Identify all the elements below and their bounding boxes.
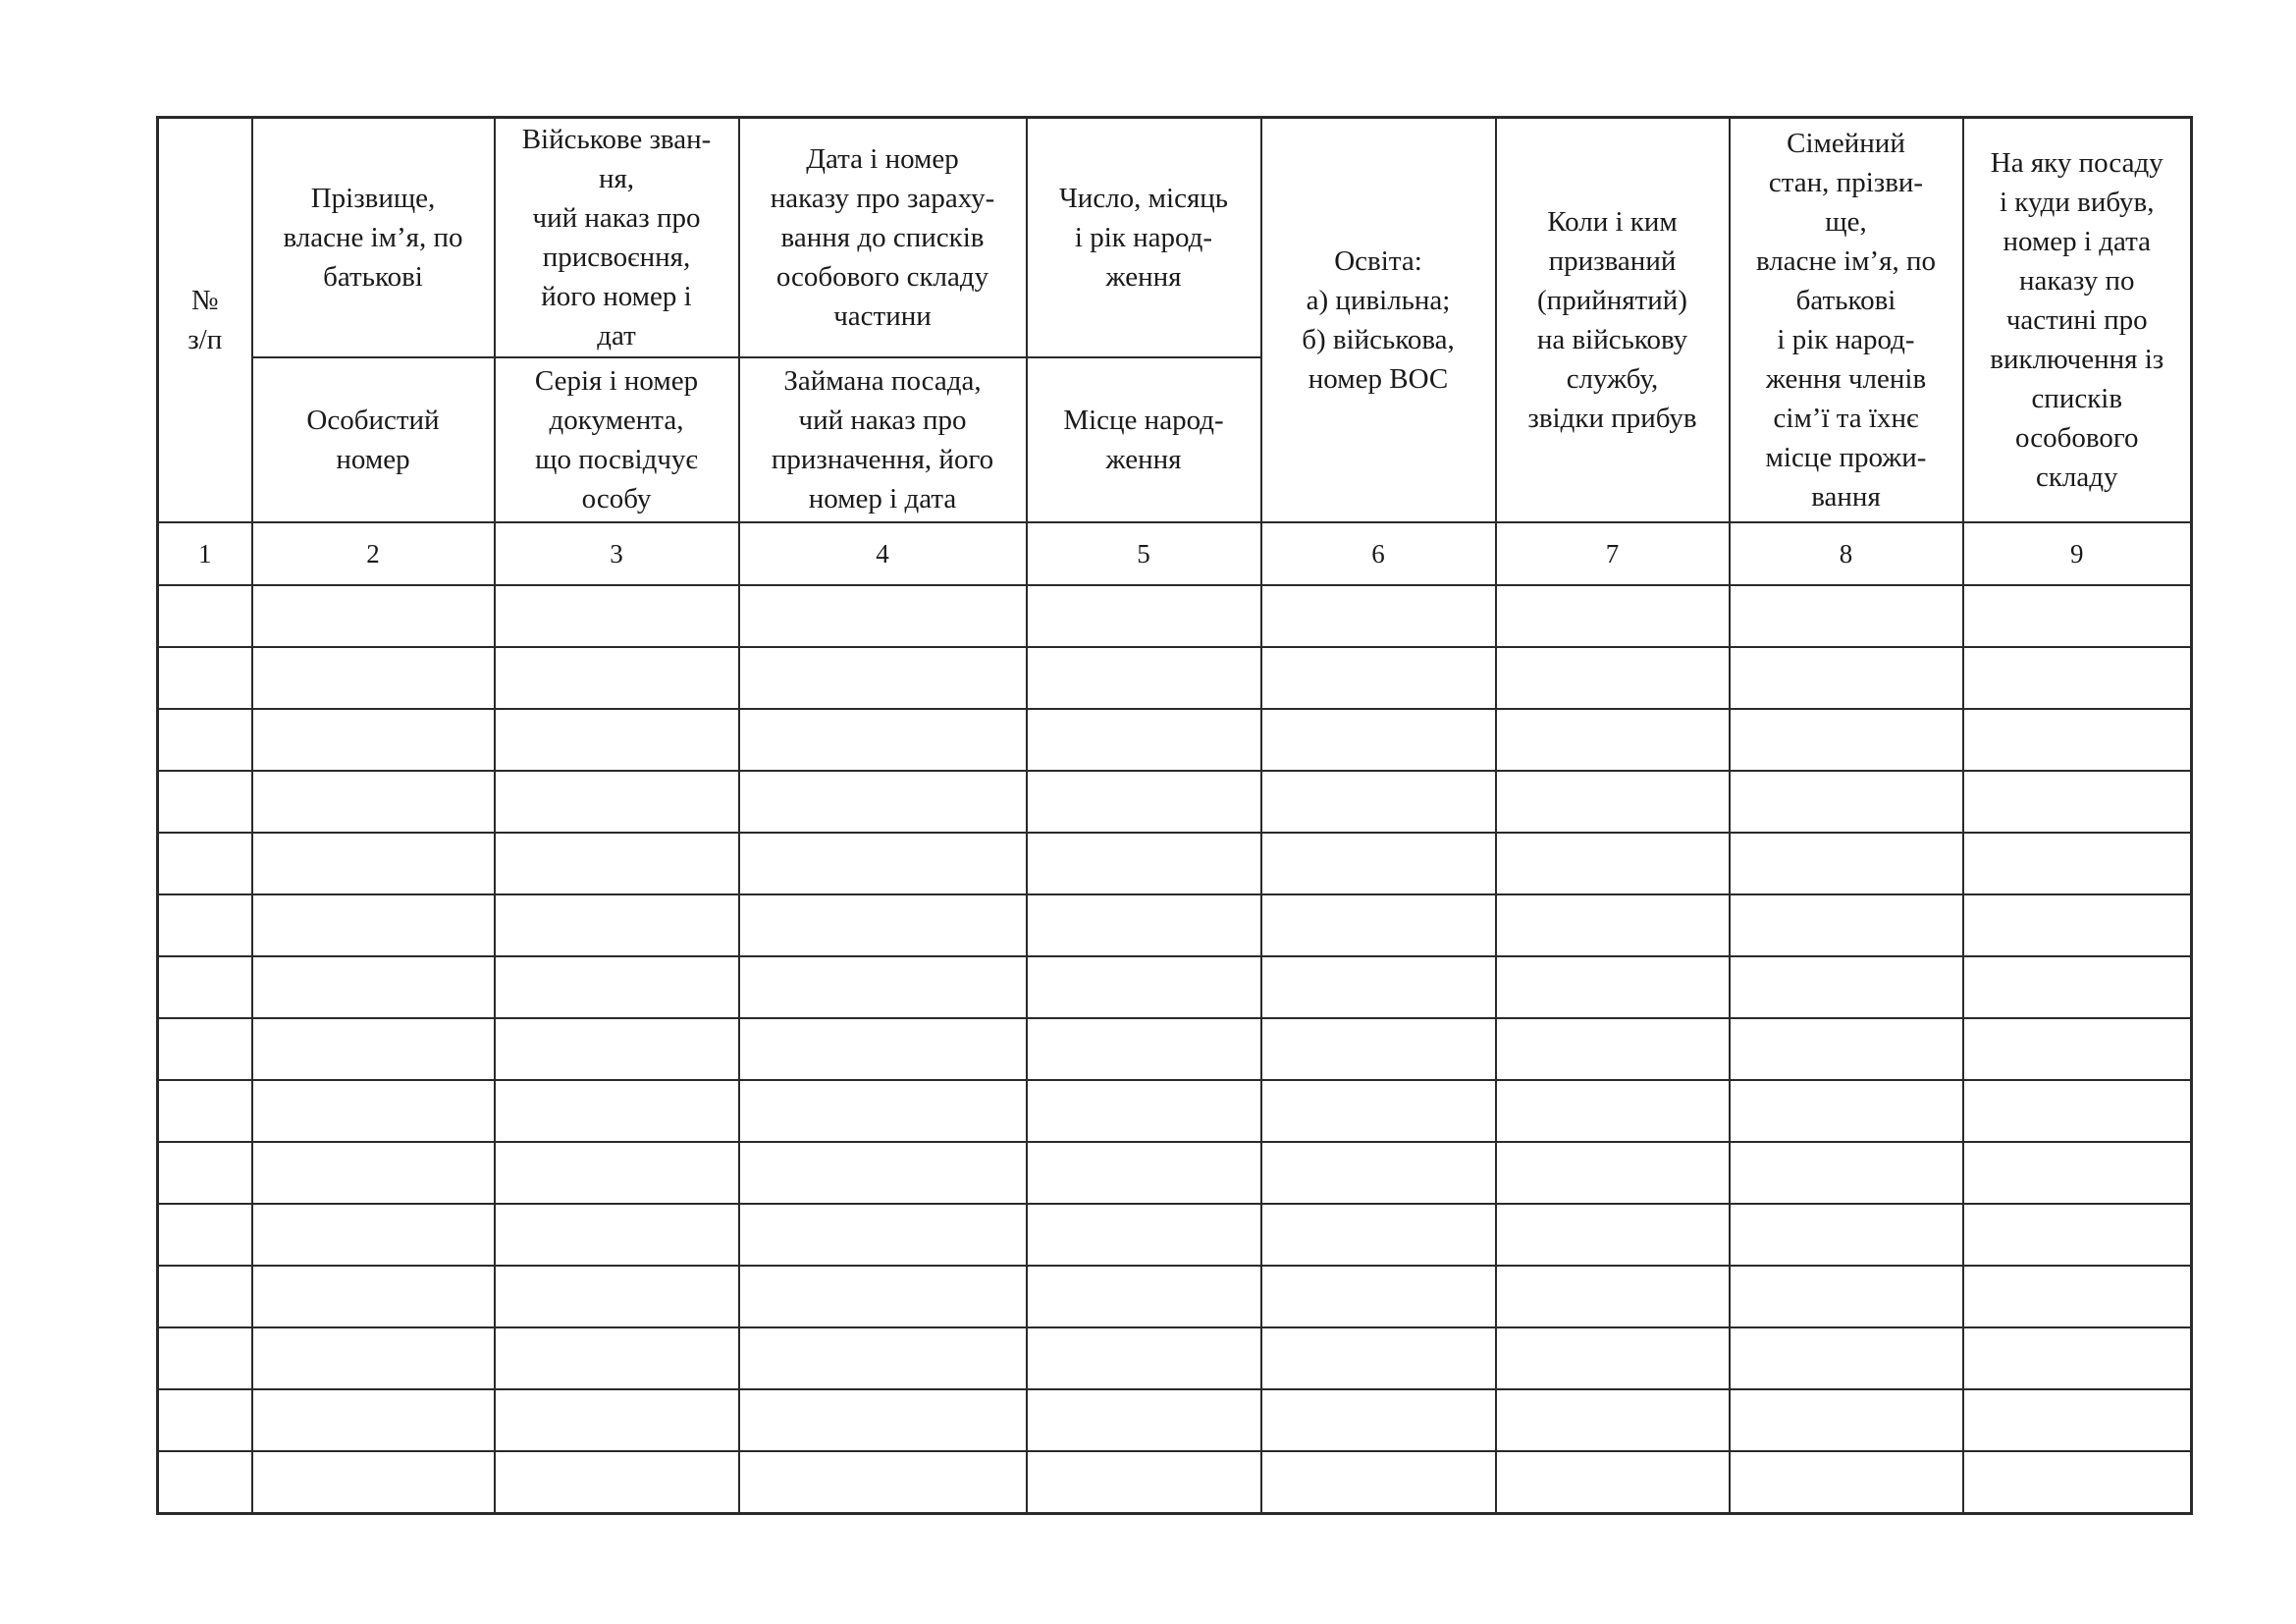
empty-cell (1730, 647, 1963, 709)
empty-cell (1496, 1389, 1730, 1451)
table-row (158, 1327, 2192, 1389)
empty-cell (1963, 833, 2192, 894)
column-number: 4 (739, 522, 1027, 585)
empty-cell (252, 709, 495, 771)
column-number: 8 (1730, 522, 1963, 585)
header-birth-date: Число, місяць і рік народ- ження (1027, 118, 1261, 358)
empty-cell (1730, 1451, 1963, 1514)
empty-cell (1261, 1327, 1496, 1389)
empty-cell (739, 1327, 1027, 1389)
empty-cell (1730, 1389, 1963, 1451)
empty-cell (739, 1142, 1027, 1204)
header-conscription: Коли і ким призваний (прийнятий) на військову службу, звідки прибув (1496, 118, 1730, 523)
empty-cell (739, 1451, 1027, 1514)
empty-cell (495, 1018, 739, 1080)
empty-cell (252, 1451, 495, 1514)
empty-cell (1963, 1018, 2192, 1080)
empty-cell (495, 771, 739, 833)
empty-cell (1261, 1266, 1496, 1327)
empty-cell (1730, 1327, 1963, 1389)
header-education: Освіта: а) цивільна; б) військова, номер ВОС (1261, 118, 1496, 523)
empty-cell (1963, 1080, 2192, 1142)
empty-cell (1496, 1266, 1730, 1327)
empty-cell (1027, 1204, 1261, 1266)
empty-cell (739, 585, 1027, 647)
empty-cell (158, 771, 252, 833)
header-number: № з/п (158, 118, 252, 523)
empty-cell (158, 894, 252, 956)
table-row (158, 894, 2192, 956)
column-number: 9 (1963, 522, 2192, 585)
empty-cell (495, 1327, 739, 1389)
empty-cell (1027, 894, 1261, 956)
empty-cell (495, 894, 739, 956)
header-id-document: Серія і номер документа, що посвідчує особу (495, 357, 739, 522)
table-row (158, 833, 2192, 894)
empty-cell (158, 585, 252, 647)
empty-cell (1963, 1327, 2192, 1389)
empty-cell (158, 1204, 252, 1266)
empty-cell (739, 833, 1027, 894)
empty-cell (495, 585, 739, 647)
empty-cell (495, 956, 739, 1018)
empty-cell (1261, 833, 1496, 894)
empty-cell (1963, 709, 2192, 771)
empty-cell (1496, 1142, 1730, 1204)
empty-cell (739, 894, 1027, 956)
table-row (158, 1204, 2192, 1266)
empty-cell (1027, 833, 1261, 894)
empty-cell (1261, 956, 1496, 1018)
empty-cell (158, 1018, 252, 1080)
table-row (158, 1266, 2192, 1327)
empty-cell (495, 833, 739, 894)
empty-cell (252, 956, 495, 1018)
empty-cell (1496, 1080, 1730, 1142)
empty-cell (739, 1266, 1027, 1327)
empty-cell (1261, 1451, 1496, 1514)
empty-cell (1963, 1389, 2192, 1451)
empty-cell (739, 1018, 1027, 1080)
empty-cell (1730, 833, 1963, 894)
table-row (158, 647, 2192, 709)
empty-cell (1261, 647, 1496, 709)
empty-cell (1261, 1204, 1496, 1266)
header-position-held: Займана посада, чий наказ про призначення, його номер і дата (739, 357, 1027, 522)
empty-cell (1730, 585, 1963, 647)
empty-cell (1963, 1266, 2192, 1327)
empty-cell (1496, 894, 1730, 956)
header-full-name: Прізвище, власне ім’я, по батькові (252, 118, 495, 358)
empty-cell (1496, 1451, 1730, 1514)
column-number: 6 (1261, 522, 1496, 585)
empty-cell (158, 1389, 252, 1451)
empty-cell (495, 1204, 739, 1266)
empty-cell (1496, 709, 1730, 771)
empty-cell (1496, 956, 1730, 1018)
empty-cell (739, 1080, 1027, 1142)
empty-cell (1730, 1080, 1963, 1142)
empty-cell (495, 1389, 739, 1451)
empty-cell (158, 1451, 252, 1514)
table-row (158, 1451, 2192, 1514)
table-row (158, 771, 2192, 833)
table-row (158, 709, 2192, 771)
table-row (158, 1142, 2192, 1204)
empty-cell (158, 1327, 252, 1389)
empty-cell (1963, 1204, 2192, 1266)
empty-cell (252, 1080, 495, 1142)
empty-cell (739, 771, 1027, 833)
empty-cell (252, 1018, 495, 1080)
table-row (158, 1080, 2192, 1142)
empty-cell (1027, 956, 1261, 1018)
empty-cell (252, 1204, 495, 1266)
empty-cell (158, 1080, 252, 1142)
header-enrollment-order: Дата і номер наказу про зараху- вання до списків особового складу частини (739, 118, 1027, 358)
empty-cell (495, 1142, 739, 1204)
empty-cell (1261, 585, 1496, 647)
column-number: 1 (158, 522, 252, 585)
header-birthplace: Місце народ- ження (1027, 357, 1261, 522)
empty-cell (1496, 1327, 1730, 1389)
empty-cell (1496, 585, 1730, 647)
empty-cell (739, 647, 1027, 709)
empty-cell (1963, 1451, 2192, 1514)
empty-cell (1730, 1204, 1963, 1266)
empty-cell (1963, 1142, 2192, 1204)
empty-cell (1496, 1018, 1730, 1080)
table-body (158, 585, 2192, 1514)
empty-cell (158, 1266, 252, 1327)
empty-cell (158, 833, 252, 894)
empty-cell (252, 1142, 495, 1204)
empty-cell (495, 709, 739, 771)
empty-cell (252, 1389, 495, 1451)
empty-cell (1027, 1266, 1261, 1327)
empty-cell (1730, 1266, 1963, 1327)
empty-cell (1261, 1389, 1496, 1451)
empty-cell (252, 1327, 495, 1389)
header-dismissal: На яку посаду і куди вибув, номер і дата наказу по частині про виключення із списків особового складу (1963, 118, 2192, 523)
empty-cell (158, 647, 252, 709)
empty-cell (1027, 1327, 1261, 1389)
column-number: 3 (495, 522, 739, 585)
empty-cell (158, 1142, 252, 1204)
empty-cell (1027, 1389, 1261, 1451)
empty-cell (1027, 709, 1261, 771)
empty-cell (1963, 956, 2192, 1018)
empty-cell (1963, 771, 2192, 833)
empty-cell (1730, 894, 1963, 956)
empty-cell (1027, 1080, 1261, 1142)
empty-cell (1963, 585, 2192, 647)
empty-cell (1027, 1018, 1261, 1080)
column-number: 7 (1496, 522, 1730, 585)
empty-cell (1730, 1142, 1963, 1204)
empty-cell (1496, 833, 1730, 894)
empty-cell (1261, 771, 1496, 833)
header-military-rank: Військове зван- ня, чий наказ про присвоєння, його номер і дат (495, 118, 739, 358)
empty-cell (1027, 647, 1261, 709)
empty-cell (495, 1080, 739, 1142)
empty-cell (252, 585, 495, 647)
empty-cell (1027, 585, 1261, 647)
empty-cell (1261, 894, 1496, 956)
empty-cell (739, 956, 1027, 1018)
table-row (158, 1389, 2192, 1451)
empty-cell (1730, 771, 1963, 833)
empty-cell (1730, 1018, 1963, 1080)
empty-cell (1496, 1204, 1730, 1266)
empty-cell (1027, 771, 1261, 833)
header-family-status: Сімейний стан, прізви- ще, власне ім’я, по батькові і рік народ- ження членів сім’ї та їхнє місце прожи- вання (1730, 118, 1963, 523)
empty-cell (739, 1389, 1027, 1451)
empty-cell (158, 956, 252, 1018)
table-row (158, 956, 2192, 1018)
empty-cell (1261, 1018, 1496, 1080)
empty-cell (1261, 709, 1496, 771)
personnel-register-table (156, 116, 2193, 1515)
empty-cell (252, 833, 495, 894)
table-header (158, 118, 2192, 586)
empty-cell (252, 647, 495, 709)
empty-cell (1496, 647, 1730, 709)
empty-cell (252, 771, 495, 833)
empty-cell (1963, 647, 2192, 709)
empty-cell (1261, 1080, 1496, 1142)
empty-cell (1027, 1451, 1261, 1514)
header-personal-number: Особистий номер (252, 357, 495, 522)
empty-cell (1730, 956, 1963, 1018)
empty-cell (1261, 1142, 1496, 1204)
column-number: 5 (1027, 522, 1261, 585)
empty-cell (252, 894, 495, 956)
empty-cell (1027, 1142, 1261, 1204)
empty-cell (739, 709, 1027, 771)
empty-cell (1496, 771, 1730, 833)
empty-cell (739, 1204, 1027, 1266)
empty-cell (495, 1266, 739, 1327)
column-number: 2 (252, 522, 495, 585)
empty-cell (1730, 709, 1963, 771)
empty-cell (495, 647, 739, 709)
empty-cell (495, 1451, 739, 1514)
column-number-row (158, 522, 2192, 585)
empty-cell (252, 1266, 495, 1327)
table-row (158, 585, 2192, 647)
empty-cell (158, 709, 252, 771)
empty-cell (1963, 894, 2192, 956)
table-row (158, 1018, 2192, 1080)
